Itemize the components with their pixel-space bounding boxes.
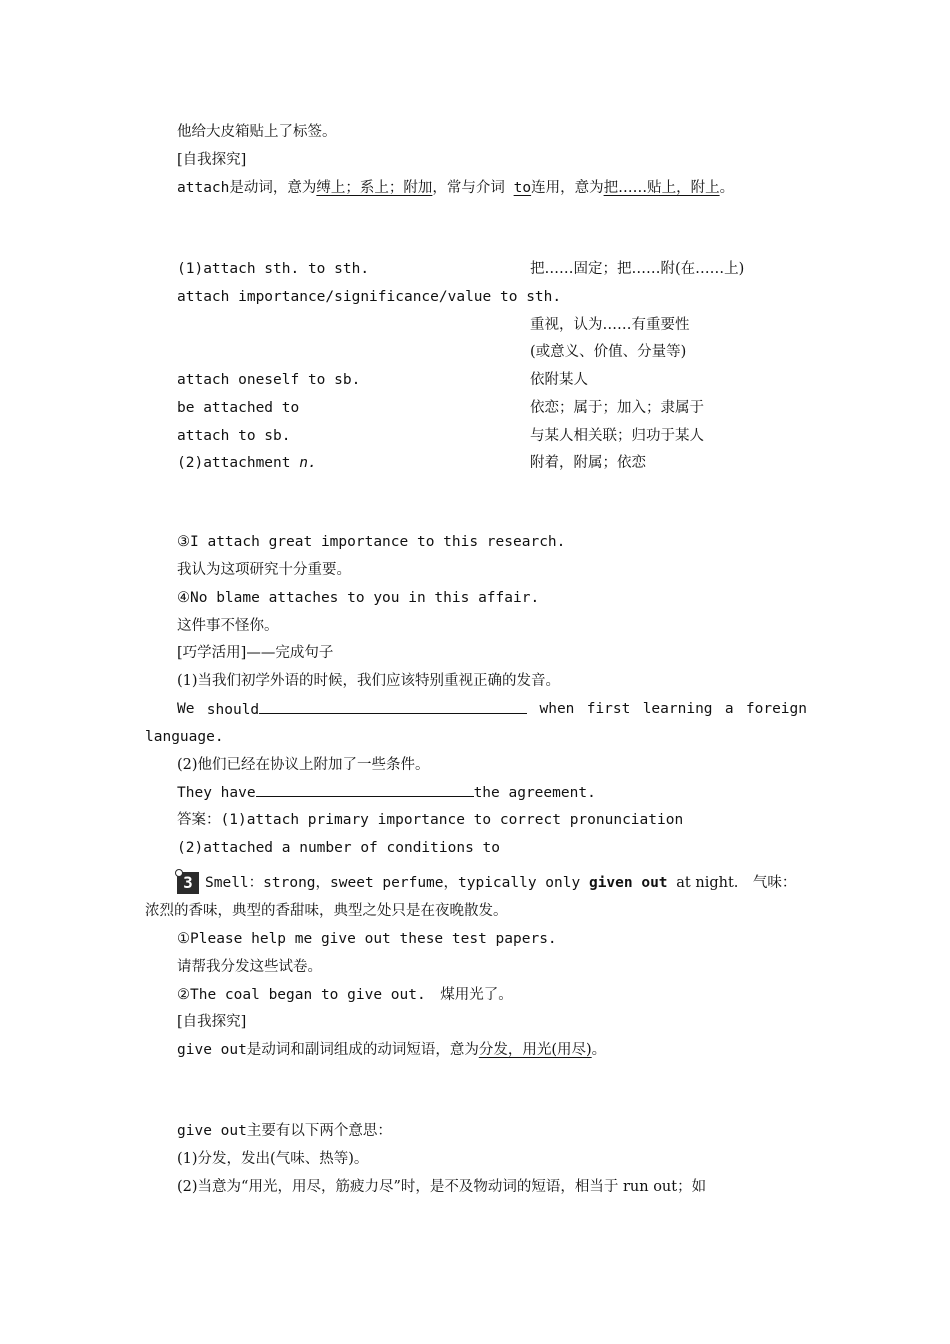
keyword: given out <box>588 875 668 891</box>
keyword: give out <box>177 1042 247 1058</box>
section-heading: [自我探究] <box>177 1014 247 1030</box>
answer-blank[interactable] <box>256 782 474 797</box>
phrase-zh: (或意义、价值、分量等) <box>530 344 687 360</box>
explanation-line <box>177 178 734 198</box>
keyword: attach <box>177 180 230 196</box>
word: a <box>724 701 734 717</box>
meaning-line: (1)分发，发出(气味、热等)。 <box>177 1151 369 1167</box>
keyword: give out <box>177 1123 247 1139</box>
example-line: ②The coal began to give out. 煤用光了。 <box>177 987 513 1003</box>
word: We <box>177 701 195 717</box>
word: foreign <box>745 701 807 717</box>
text: ，常与介词 <box>432 180 505 196</box>
example-zh: 我认为这项研究十分重要。 <box>177 562 351 578</box>
phrase-zh: 把……固定；把……附(在……上) <box>530 261 745 277</box>
question-zh: (2)他们已经在协议上附加了一些条件。 <box>177 757 430 773</box>
phrase-zh: 依恋；属于；加入；隶属于 <box>530 400 704 416</box>
section-number-badge: 3 <box>177 872 199 894</box>
example-en: ④No blame attaches to you in this affair. <box>177 590 540 606</box>
answer-line: (2)attached a number of conditions to <box>177 840 501 856</box>
word: should <box>207 699 527 720</box>
text: Smell：strong，sweet perfume，typically only <box>205 875 581 891</box>
example-zh: 这件事不怪你。 <box>177 618 279 634</box>
phrase-en: attach oneself to sb. <box>177 372 361 388</box>
meaning-line: (2)当意为“用光，用尽，筋疲力尽”时，是不及物动词的短语，相当于 run out；如 <box>177 1179 707 1195</box>
text: 。 <box>591 1042 607 1058</box>
section-heading: [巧学活用]——完成句子 <box>177 645 334 661</box>
text-line: 他给大皮箱贴上了标签。 <box>177 124 337 140</box>
text: 连用，意为 <box>531 180 604 196</box>
word: first <box>586 701 631 717</box>
answer-underline: 分发，用光(用尽) <box>478 1042 592 1058</box>
word: when <box>539 701 575 717</box>
question-line-end: language. <box>145 729 224 745</box>
explanation-line <box>177 1040 606 1060</box>
answer-underline: to <box>513 180 532 196</box>
question-zh: (1)当我们初学外语的时候，我们应该特别重视正确的发音。 <box>177 673 561 689</box>
text: 是动词，意为 <box>229 180 317 196</box>
phrase-en <box>177 453 317 473</box>
question-line <box>177 782 596 803</box>
phrase-zh: 依附某人 <box>530 372 588 388</box>
text: 。 <box>719 180 735 196</box>
example-zh: 请帮我分发这些试卷。 <box>177 959 322 975</box>
key-sentence <box>177 872 796 894</box>
section-heading: [自我探究] <box>177 152 247 168</box>
text: They have <box>177 785 256 801</box>
answer-underline: 把……贴上，附上 <box>603 180 720 196</box>
answer-line: 答案：(1)attach primary importance to correct pronunciation <box>177 812 684 828</box>
text: the agreement. <box>473 785 596 801</box>
text: 主要有以下两个意思： <box>246 1123 392 1139</box>
phrase-en: be attached to <box>177 400 300 416</box>
example-en: ③I attach great importance to this research. <box>177 534 566 550</box>
part-of-speech: n. <box>299 455 317 471</box>
answer-underline: 缚上；系上；附加 <box>316 180 433 196</box>
answer-blank[interactable] <box>259 699 527 714</box>
text: at night. 气味： <box>676 875 797 891</box>
question-line <box>177 699 807 720</box>
text: 是动词和副词组成的动词短语，意为 <box>246 1042 479 1058</box>
example-en: ①Please help me give out these test papers. <box>177 931 557 947</box>
text-line: 浓烈的香味，典型的香甜味，典型之处只是在夜晚散发。 <box>145 903 508 919</box>
word: learning <box>642 701 713 717</box>
phrase-en: (1)attach sth. to sth. <box>177 261 370 277</box>
phrase-zh: 重视，认为……有重要性 <box>530 317 690 333</box>
phrase-en: attach importance/significance/value to sth. <box>177 289 562 305</box>
phrase-en-text: (2)attachment <box>177 455 291 471</box>
text-line <box>177 1121 392 1141</box>
phrase-en: attach to sb. <box>177 428 291 444</box>
phrase-zh: 附着，附属；依恋 <box>530 455 646 471</box>
phrase-zh: 与某人相关联；归功于某人 <box>530 428 704 444</box>
